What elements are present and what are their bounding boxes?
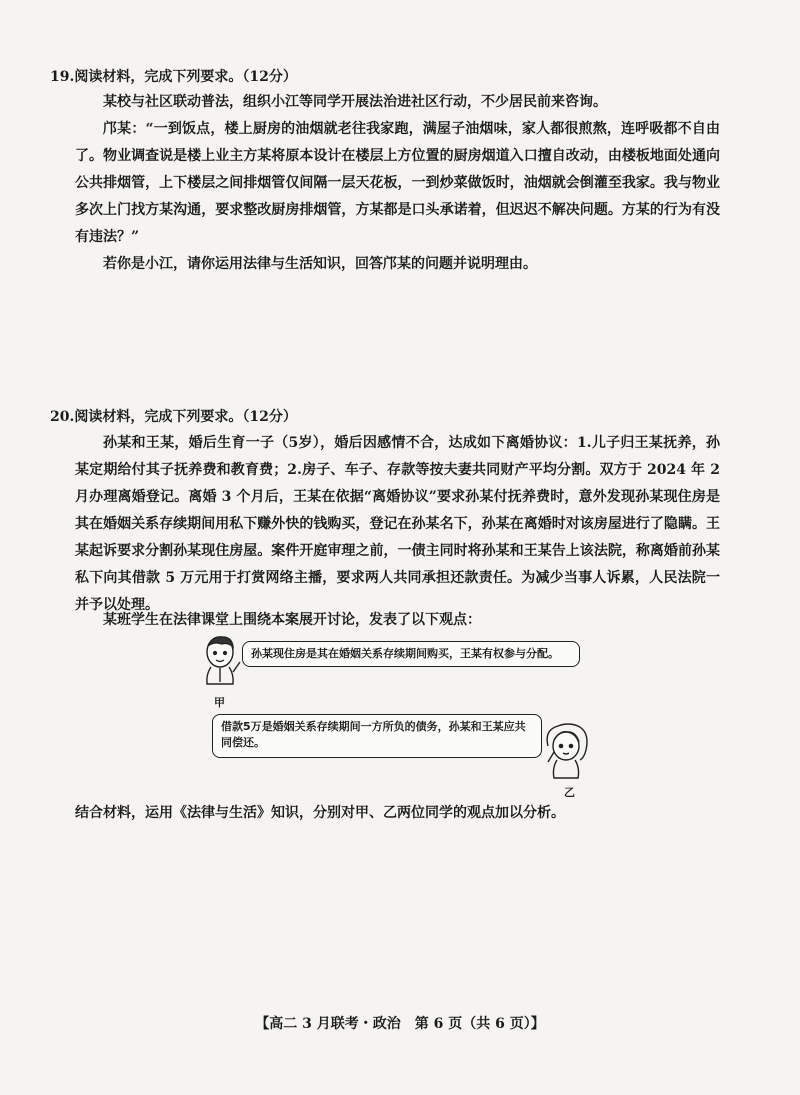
student-a-label: 甲 bbox=[214, 696, 225, 709]
boy-student-icon bbox=[200, 632, 244, 694]
q20-paragraph-3: 结合材料，运用《法律与生活》知识，分别对甲、乙两位同学的观点加以分析。 bbox=[75, 805, 565, 821]
discussion-illustration bbox=[200, 632, 600, 802]
q20-heading: 20.阅读材料，完成下列要求。（12分） bbox=[50, 409, 297, 425]
q19-heading: 19.阅读材料，完成下列要求。（12分） bbox=[50, 69, 297, 85]
q19-paragraph-2: 邝某：“一到饭点，楼上厨房的油烟就老往我家跑，满屋子油烟味，家人都很煎熬，连呼吸都不自由了。物业调查说是楼上业主方某将原本设计在楼层上方位置的厨房烟道入口擅自改动，由楼板地面处通向公共排烟管，上下楼层之间排烟管仅间隔一层天花板，一到炒菜做饭时，油烟就会倒灌至我家。我与物业多次上门找方某沟通，要求整改厨房排烟管，方某都是口头承诺着，但迟迟不解决问题。方某的行为有没有违法？” bbox=[75, 121, 720, 245]
page-footer: 【高二 3 月联考・政治 第 6 页（共 6 页）】 bbox=[255, 1016, 545, 1032]
speech-bubble-b: 借款5万是婚姻关系存续期间一方所负的债务，孙某和王某应共同偿还。 bbox=[212, 714, 542, 758]
speech-bubble-a: 孙某现住房是其在婚姻关系存续期间购买，王某有权参与分配。 bbox=[242, 641, 580, 667]
q20-paragraph-2: 某班学生在法律课堂上围绕本案展开讨论，发表了以下观点： bbox=[103, 612, 481, 628]
girl-student-icon bbox=[544, 722, 592, 782]
q19-paragraph-3: 若你是小江，请你运用法律与生活知识，回答邝某的问题并说明理由。 bbox=[103, 256, 537, 272]
q19-paragraph-1: 某校与社区联动普法，组织小江等同学开展法治进社区行动，不少居民前来咨询。 bbox=[103, 94, 607, 110]
q20-paragraph-1: 孙某和王某，婚后生育一子（5岁），婚后因感情不合，达成如下离婚协议：1.儿子归王某抚养，孙某定期给付其子抚养费和教育费；2.房子、车子、存款等按夫妻共同财产平均分割。双方于 2024 年 2 月办理离婚登记。离婚 3 个月后，王某在依据“离婚协议”要求孙某付抚养费时，意外发现孙某现住房是其在婚姻关系存续期间用私下赚外快的钱购买，登记在孙某名下，孙某在离婚时对该房屋进行了隐瞒。王某起诉要求分割孙某现住房屋。案件开庭审理之前，一债主同时将孙某和王某告上该法院，称离婚前孙某私下向其借款 5 万元用于打赏网络主播，要求两人共同承担还款责任。为减少当事人诉累，人民法院一并予以处理。 bbox=[75, 435, 720, 613]
student-b-label: 乙 bbox=[564, 786, 575, 799]
